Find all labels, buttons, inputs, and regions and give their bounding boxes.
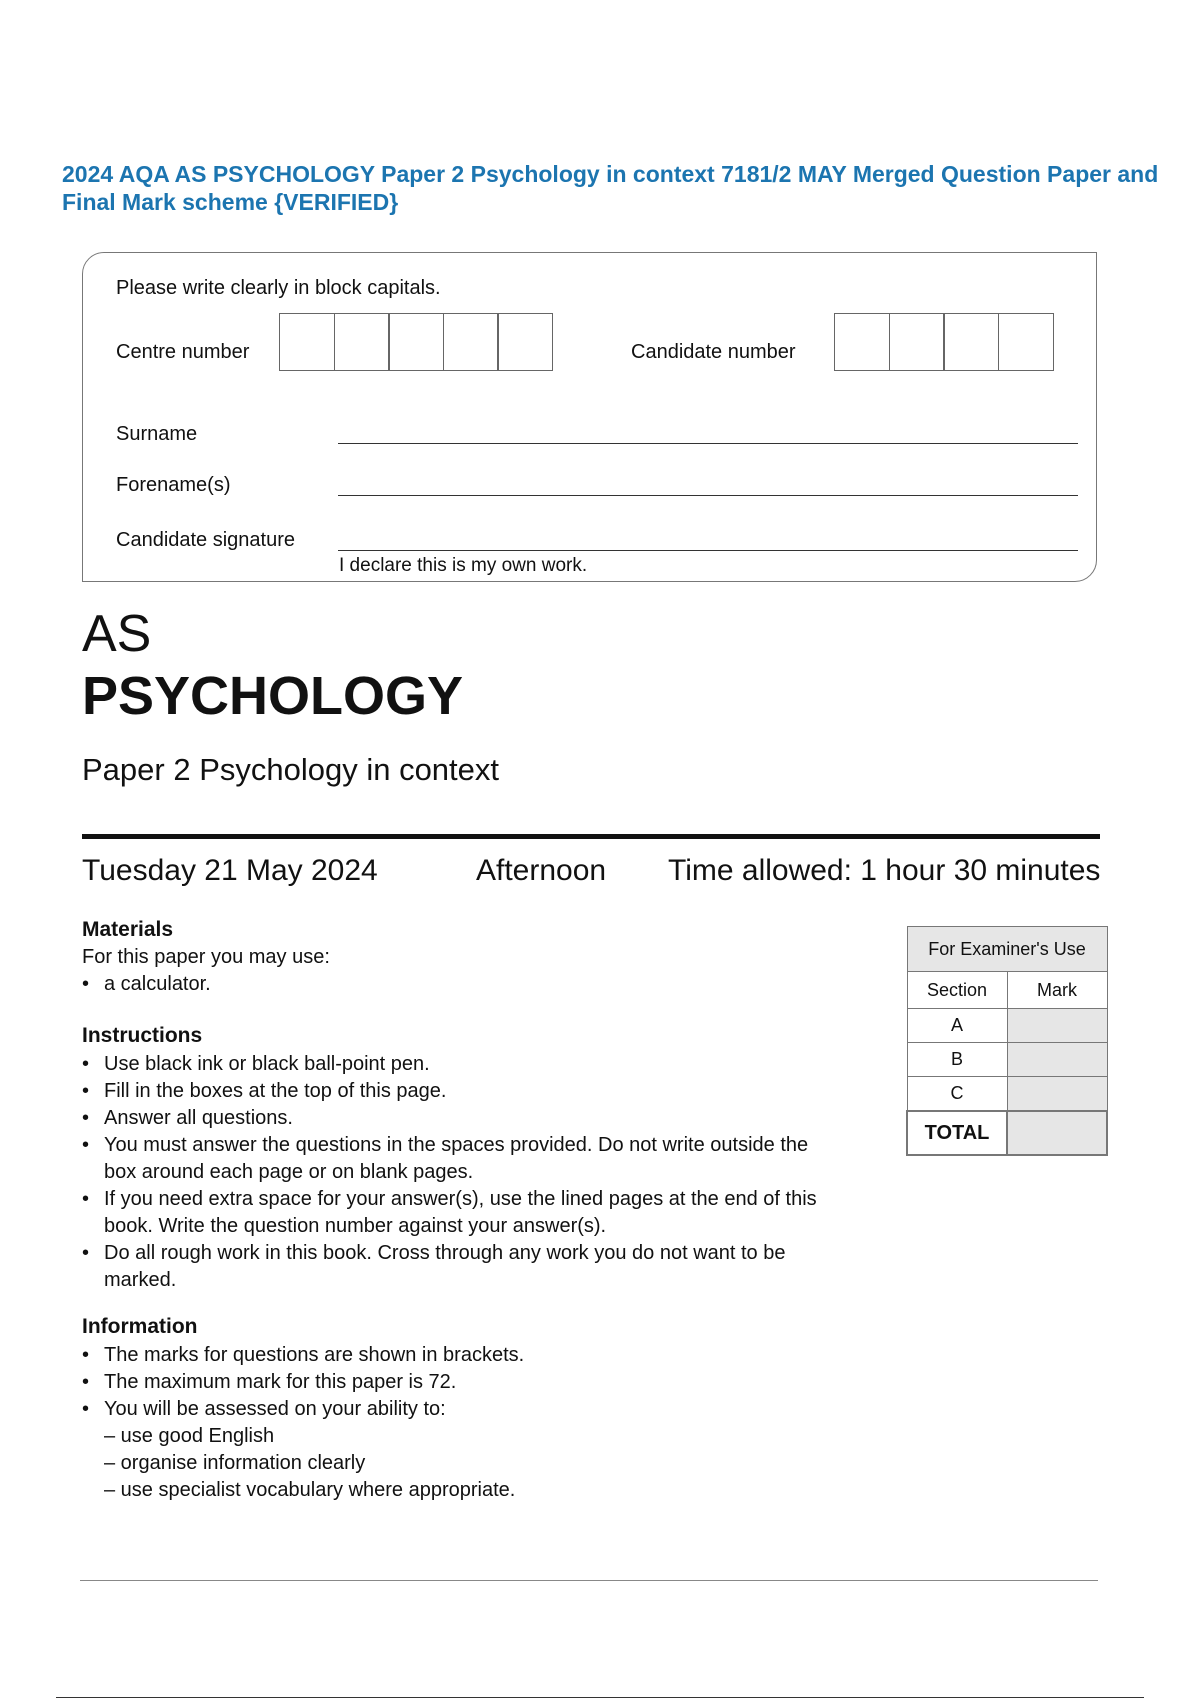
- list-item: • The maximum mark for this paper is 72.: [82, 1369, 842, 1396]
- total-label: TOTAL: [907, 1111, 1007, 1155]
- centre-number-digit-box[interactable]: [334, 313, 390, 371]
- instructions-heading: Instructions: [82, 1024, 203, 1047]
- list-item: – organise information clearly: [104, 1452, 366, 1474]
- candidate-number-boxes[interactable]: [834, 313, 1052, 371]
- mark-cell: [1007, 1009, 1107, 1043]
- signature-label: Candidate signature: [116, 529, 296, 551]
- centre-number-digit-box[interactable]: [497, 313, 553, 371]
- materials-list: [82, 971, 842, 998]
- candidate-number-label: Candidate number: [631, 341, 796, 363]
- list-item: – use good English: [104, 1425, 275, 1447]
- materials-heading: Materials: [82, 918, 174, 941]
- document-title: 2024 AQA AS PSYCHOLOGY Paper 2 Psychology in context 7181/2 MAY Merged Question Paper and Final Mark scheme {VERIFIED}: [62, 161, 1159, 215]
- footer-divider: [80, 1580, 1098, 1581]
- centre-number-digit-box[interactable]: [443, 313, 499, 371]
- candidate-number-digit-box[interactable]: [998, 313, 1054, 371]
- candidate-details-box: [82, 252, 1097, 582]
- section-label: A: [907, 1009, 1007, 1043]
- forenames-field[interactable]: [338, 495, 1078, 496]
- list-item: • Answer all questions.: [82, 1105, 842, 1132]
- time-allowed: Time allowed: 1 hour 30 minutes: [668, 854, 1101, 887]
- list-item-text: You will be assessed on your ability to:: [104, 1398, 446, 1420]
- examiners-use-table: [906, 926, 1108, 1156]
- candidate-number-digit-box[interactable]: [889, 313, 945, 371]
- instructions-list: [82, 1051, 842, 1294]
- mark-column-header: Mark: [1007, 972, 1107, 1009]
- list-item: • Fill in the boxes at the top of this page.: [82, 1078, 842, 1105]
- centre-number-label: Centre number: [116, 341, 250, 363]
- list-item: • Use black ink or black ball-point pen.: [82, 1051, 842, 1078]
- mark-cell: [1007, 1077, 1107, 1112]
- list-item: [82, 1396, 842, 1423]
- surname-label: Surname: [116, 423, 198, 445]
- assessment-criteria-list: [82, 1423, 842, 1504]
- mark-cell: [1007, 1043, 1107, 1077]
- information-heading: Information: [82, 1315, 198, 1338]
- subject-title: PSYCHOLOGY: [82, 666, 464, 726]
- surname-field[interactable]: [338, 443, 1078, 444]
- candidate-number-digit-box[interactable]: [834, 313, 890, 371]
- information-list: [82, 1342, 842, 1423]
- forenames-label: Forename(s): [116, 474, 231, 496]
- examiners-use-title: For Examiner's Use: [907, 927, 1107, 972]
- centre-number-digit-box[interactable]: [388, 313, 444, 371]
- page-bottom-rule: [56, 1697, 1144, 1698]
- total-mark-cell: [1007, 1111, 1107, 1155]
- list-item: • a calculator.: [82, 971, 842, 998]
- qualification-level: AS: [82, 605, 152, 663]
- list-item: • The marks for questions are shown in brackets.: [82, 1342, 842, 1369]
- section-label: B: [907, 1043, 1007, 1077]
- block-capitals-instruction: Please write clearly in block capitals.: [116, 277, 441, 299]
- candidate-number-digit-box[interactable]: [943, 313, 999, 371]
- centre-number-digit-box[interactable]: [279, 313, 335, 371]
- materials-intro: For this paper you may use:: [82, 946, 330, 968]
- exam-date: Tuesday 21 May 2024: [82, 854, 378, 887]
- list-item: • Do all rough work in this book. Cross through any work you do not want to be marked.: [82, 1240, 842, 1294]
- list-item: • You must answer the questions in the spaces provided. Do not write outside the box around each page or on blank pages.: [82, 1132, 842, 1186]
- paper-title: Paper 2 Psychology in context: [82, 752, 500, 787]
- signature-field[interactable]: [338, 550, 1078, 551]
- section-label: C: [907, 1077, 1007, 1112]
- list-item: – use specialist vocabulary where appropriate.: [104, 1479, 516, 1501]
- centre-number-boxes[interactable]: [279, 313, 552, 371]
- section-column-header: Section: [907, 972, 1007, 1009]
- divider: [82, 834, 1100, 839]
- exam-session: Afternoon: [476, 854, 607, 887]
- list-item: • If you need extra space for your answer(s), use the lined pages at the end of this book. Write the question number against your answer(s).: [82, 1186, 842, 1240]
- declaration-text: I declare this is my own work.: [339, 555, 588, 576]
